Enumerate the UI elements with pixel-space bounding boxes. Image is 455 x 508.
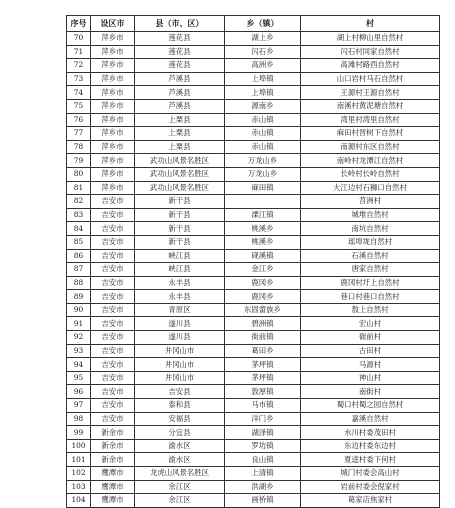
- table-row: [67, 439, 440, 453]
- cell-serial-number: 104: [67, 494, 91, 508]
- cell-township: 万龙山乡: [225, 167, 301, 181]
- cell-township: 上埠镇: [225, 72, 301, 86]
- cell-village: 敖上自然村: [301, 303, 440, 317]
- cell-serial-number: 86: [67, 249, 91, 263]
- cell-township: 东固畲族乡: [225, 303, 301, 317]
- cell-county: 吉安县: [135, 385, 225, 399]
- cell-city: 萍乡市: [91, 154, 135, 168]
- cell-township: 衙前镇: [225, 331, 301, 345]
- cell-serial-number: 97: [67, 399, 91, 413]
- table-row: [67, 317, 440, 331]
- cell-serial-number: 82: [67, 195, 91, 209]
- cell-serial-number: 96: [67, 385, 91, 399]
- cell-county: 莲花县: [135, 59, 225, 73]
- table-row: [67, 127, 440, 141]
- cell-city: 吉安市: [91, 358, 135, 372]
- cell-county: 井冈山市: [135, 371, 225, 385]
- cell-village: 大江边村石狮口自然村: [301, 181, 440, 195]
- table-row: [67, 426, 440, 440]
- cell-city: 吉安市: [91, 276, 135, 290]
- cell-township: 洪湖乡: [225, 480, 301, 494]
- cell-county: 新干县: [135, 195, 225, 209]
- cell-serial-number: 71: [67, 45, 91, 59]
- cell-township: 源南乡: [225, 99, 301, 113]
- cell-township: 桃溪乡: [225, 222, 301, 236]
- table-row: [67, 344, 440, 358]
- cell-township: 上清镇: [225, 467, 301, 481]
- cell-township: 画桥镇: [225, 494, 301, 508]
- cell-serial-number: 84: [67, 222, 91, 236]
- cell-county: 井冈山市: [135, 358, 225, 372]
- cell-city: 新余市: [91, 426, 135, 440]
- table-row: [67, 331, 440, 345]
- cell-city: 新余市: [91, 439, 135, 453]
- cell-city: 吉安市: [91, 195, 135, 209]
- table-row: [67, 263, 440, 277]
- cell-serial-number: 90: [67, 303, 91, 317]
- cell-county: 余江区: [135, 494, 225, 508]
- table-row: [67, 494, 440, 508]
- table-header: [67, 16, 440, 32]
- village-list-table: [66, 15, 440, 508]
- cell-city: 吉安市: [91, 385, 135, 399]
- cell-township: 罗坊镇: [225, 439, 301, 453]
- header-county: 县（市、区）: [135, 16, 225, 32]
- table-row: [67, 480, 440, 494]
- cell-county: 芦溪县: [135, 86, 225, 100]
- cell-village: 南岭村龙潭江自然村: [301, 154, 440, 168]
- cell-village: 马源村: [301, 358, 440, 372]
- cell-county: 芦溪县: [135, 99, 225, 113]
- cell-township: 砚溪镇: [225, 249, 301, 263]
- cell-township: 万龙山乡: [225, 154, 301, 168]
- cell-county: 上栗县: [135, 140, 225, 154]
- cell-village: 闪石村同家自然村: [301, 45, 440, 59]
- cell-city: 吉安市: [91, 263, 135, 277]
- cell-township: 上埠镇: [225, 86, 301, 100]
- cell-county: 安福县: [135, 412, 225, 426]
- cell-county: 余江区: [135, 480, 225, 494]
- header-township: 乡（镇）: [225, 16, 301, 32]
- header-city: 设区市: [91, 16, 135, 32]
- cell-serial-number: 88: [67, 276, 91, 290]
- cell-serial-number: 92: [67, 331, 91, 345]
- cell-village: 瑶埠垅自然村: [301, 235, 440, 249]
- cell-serial-number: 74: [67, 86, 91, 100]
- table-row: [67, 72, 440, 86]
- cell-serial-number: 98: [67, 412, 91, 426]
- cell-township: 良山镇: [225, 453, 301, 467]
- cell-city: 吉安市: [91, 290, 135, 304]
- cell-county: 永丰县: [135, 276, 225, 290]
- cell-township: 溧江镇: [225, 208, 301, 222]
- cell-city: 新余市: [91, 453, 135, 467]
- cell-township: 茅坪镇: [225, 358, 301, 372]
- cell-village: 南源村东区自然村: [301, 140, 440, 154]
- cell-village: 岩前村委会倪家村: [301, 480, 440, 494]
- cell-city: 萍乡市: [91, 72, 135, 86]
- cell-township: 碧洲镇: [225, 317, 301, 331]
- cell-township: 桃溪乡: [225, 235, 301, 249]
- cell-village: 南坑自然村: [301, 222, 440, 236]
- cell-serial-number: 75: [67, 99, 91, 113]
- table-row: [67, 399, 440, 413]
- cell-serial-number: 73: [67, 72, 91, 86]
- cell-county: 峡江县: [135, 263, 225, 277]
- cell-serial-number: 94: [67, 358, 91, 372]
- cell-township: 湖泽镇: [225, 426, 301, 440]
- cell-village: 嘉溪自然村: [301, 412, 440, 426]
- table-row: [67, 167, 440, 181]
- cell-city: 吉安市: [91, 331, 135, 345]
- header-serial-number: 序号: [67, 16, 91, 32]
- cell-serial-number: 81: [67, 181, 91, 195]
- cell-serial-number: 101: [67, 453, 91, 467]
- cell-village: 东边村委东边村: [301, 439, 440, 453]
- table-row: [67, 290, 440, 304]
- header-village: 村: [301, 16, 440, 32]
- table-row: [67, 303, 440, 317]
- cell-village: 湖上村柳山里自然村: [301, 32, 440, 46]
- cell-county: 遂川县: [135, 317, 225, 331]
- cell-city: 吉安市: [91, 344, 135, 358]
- cell-county: 永丰县: [135, 290, 225, 304]
- cell-village: 南溪村黄泥塘自然村: [301, 99, 440, 113]
- cell-city: 吉安市: [91, 235, 135, 249]
- cell-township: 鹿冈乡: [225, 276, 301, 290]
- cell-village: 巷口村巷口自然村: [301, 290, 440, 304]
- cell-serial-number: 95: [67, 371, 91, 385]
- cell-village: 水川村委茂田村: [301, 426, 440, 440]
- cell-village: 南街村: [301, 385, 440, 399]
- table-body: [67, 32, 440, 508]
- table-row: [67, 467, 440, 481]
- table-row: [67, 140, 440, 154]
- cell-county: 武功山风景名胜区: [135, 181, 225, 195]
- table-row: [67, 235, 440, 249]
- cell-township: 茅坪镇: [225, 371, 301, 385]
- table-row: [67, 154, 440, 168]
- cell-county: 龙虎山风景名胜区: [135, 467, 225, 481]
- cell-village: 城堆自然村: [301, 208, 440, 222]
- cell-serial-number: 78: [67, 140, 91, 154]
- table-row: [67, 45, 440, 59]
- cell-township: 闪石乡: [225, 45, 301, 59]
- cell-city: 萍乡市: [91, 167, 135, 181]
- cell-township: 鹿冈乡: [225, 290, 301, 304]
- cell-county: 井冈山市: [135, 344, 225, 358]
- cell-village: 长岭村长岭自然村: [301, 167, 440, 181]
- cell-village: 神山村: [301, 371, 440, 385]
- cell-village: 王源村王源自然村: [301, 86, 440, 100]
- table-row: [67, 86, 440, 100]
- cell-city: 萍乡市: [91, 181, 135, 195]
- cell-serial-number: 76: [67, 113, 91, 127]
- cell-city: 吉安市: [91, 303, 135, 317]
- cell-village: 衙前村: [301, 331, 440, 345]
- cell-serial-number: 93: [67, 344, 91, 358]
- cell-serial-number: 83: [67, 208, 91, 222]
- table-row: [67, 385, 440, 399]
- cell-village: 山口岩村马石自然村: [301, 72, 440, 86]
- cell-township: 赤山镇: [225, 113, 301, 127]
- cell-township: 高洲乡: [225, 59, 301, 73]
- cell-county: 泰和县: [135, 399, 225, 413]
- cell-serial-number: 103: [67, 480, 91, 494]
- cell-city: 萍乡市: [91, 99, 135, 113]
- cell-serial-number: 89: [67, 290, 91, 304]
- cell-serial-number: 79: [67, 154, 91, 168]
- cell-county: 青原区: [135, 303, 225, 317]
- cell-township: 麻田镇: [225, 181, 301, 195]
- cell-city: 吉安市: [91, 412, 135, 426]
- cell-city: 鹰潭市: [91, 494, 135, 508]
- cell-city: 吉安市: [91, 249, 135, 263]
- cell-county: 莲花县: [135, 45, 225, 59]
- cell-serial-number: 100: [67, 439, 91, 453]
- cell-township: 葛田乡: [225, 344, 301, 358]
- cell-village: 麻田村晋树下自然村: [301, 127, 440, 141]
- cell-county: 新干县: [135, 222, 225, 236]
- cell-township: [225, 195, 301, 209]
- cell-village: 蜀口村蜀之园自然村: [301, 399, 440, 413]
- cell-city: 萍乡市: [91, 140, 135, 154]
- table-row: [67, 208, 440, 222]
- cell-city: 吉安市: [91, 371, 135, 385]
- cell-city: 吉安市: [91, 222, 135, 236]
- cell-county: 渝水区: [135, 453, 225, 467]
- cell-county: 新干县: [135, 208, 225, 222]
- table-row: [67, 453, 440, 467]
- cell-serial-number: 85: [67, 235, 91, 249]
- cell-county: 莲花县: [135, 32, 225, 46]
- cell-county: 峡江县: [135, 249, 225, 263]
- cell-village: 湾里村湾里自然村: [301, 113, 440, 127]
- cell-serial-number: 77: [67, 127, 91, 141]
- table-row: [67, 195, 440, 209]
- cell-serial-number: 91: [67, 317, 91, 331]
- cell-serial-number: 87: [67, 263, 91, 277]
- cell-county: 芦溪县: [135, 72, 225, 86]
- table-row: [67, 249, 440, 263]
- cell-village: 城门村委会高山村: [301, 467, 440, 481]
- cell-city: 萍乡市: [91, 113, 135, 127]
- cell-county: 渝水区: [135, 439, 225, 453]
- table-row: [67, 276, 440, 290]
- cell-serial-number: 99: [67, 426, 91, 440]
- header-row: [67, 16, 440, 32]
- table-row: [67, 181, 440, 195]
- cell-township: 马市镇: [225, 399, 301, 413]
- table-row: [67, 59, 440, 73]
- cell-village: 古田村: [301, 344, 440, 358]
- cell-serial-number: 70: [67, 32, 91, 46]
- cell-county: 上栗县: [135, 127, 225, 141]
- cell-village: 夏逵村委下何村: [301, 453, 440, 467]
- cell-county: 遂川县: [135, 331, 225, 345]
- table-row: [67, 371, 440, 385]
- cell-city: 吉安市: [91, 399, 135, 413]
- cell-township: 赤山镇: [225, 127, 301, 141]
- cell-township: 金江乡: [225, 263, 301, 277]
- table-row: [67, 32, 440, 46]
- cell-village: 高滩村路西自然村: [301, 59, 440, 73]
- cell-city: 萍乡市: [91, 32, 135, 46]
- cell-serial-number: 80: [67, 167, 91, 181]
- cell-serial-number: 102: [67, 467, 91, 481]
- cell-village: 宏山村: [301, 317, 440, 331]
- cell-city: 萍乡市: [91, 45, 135, 59]
- table-row: [67, 412, 440, 426]
- cell-county: 上栗县: [135, 113, 225, 127]
- table-row: [67, 113, 440, 127]
- table-row: [67, 99, 440, 113]
- cell-township: 赤山镇: [225, 140, 301, 154]
- cell-village: 鹿冈村圩上自然村: [301, 276, 440, 290]
- cell-county: 分宜县: [135, 426, 225, 440]
- cell-village: 石溪自然村: [301, 249, 440, 263]
- cell-county: 武功山风景名胜区: [135, 154, 225, 168]
- cell-county: 新干县: [135, 235, 225, 249]
- table-row: [67, 222, 440, 236]
- cell-village: 葛家店焦家村: [301, 494, 440, 508]
- cell-city: 萍乡市: [91, 86, 135, 100]
- cell-township: 敦厚镇: [225, 385, 301, 399]
- cell-township: 洋门乡: [225, 412, 301, 426]
- cell-city: 鹰潭市: [91, 467, 135, 481]
- cell-city: 吉安市: [91, 208, 135, 222]
- cell-city: 吉安市: [91, 317, 135, 331]
- cell-village: 苕洲村: [301, 195, 440, 209]
- cell-city: 萍乡市: [91, 127, 135, 141]
- cell-county: 武功山风景名胜区: [135, 167, 225, 181]
- table-row: [67, 358, 440, 372]
- cell-city: 鹰潭市: [91, 480, 135, 494]
- cell-serial-number: 72: [67, 59, 91, 73]
- cell-city: 萍乡市: [91, 59, 135, 73]
- cell-township: 湖上乡: [225, 32, 301, 46]
- cell-village: 唐家自然村: [301, 263, 440, 277]
